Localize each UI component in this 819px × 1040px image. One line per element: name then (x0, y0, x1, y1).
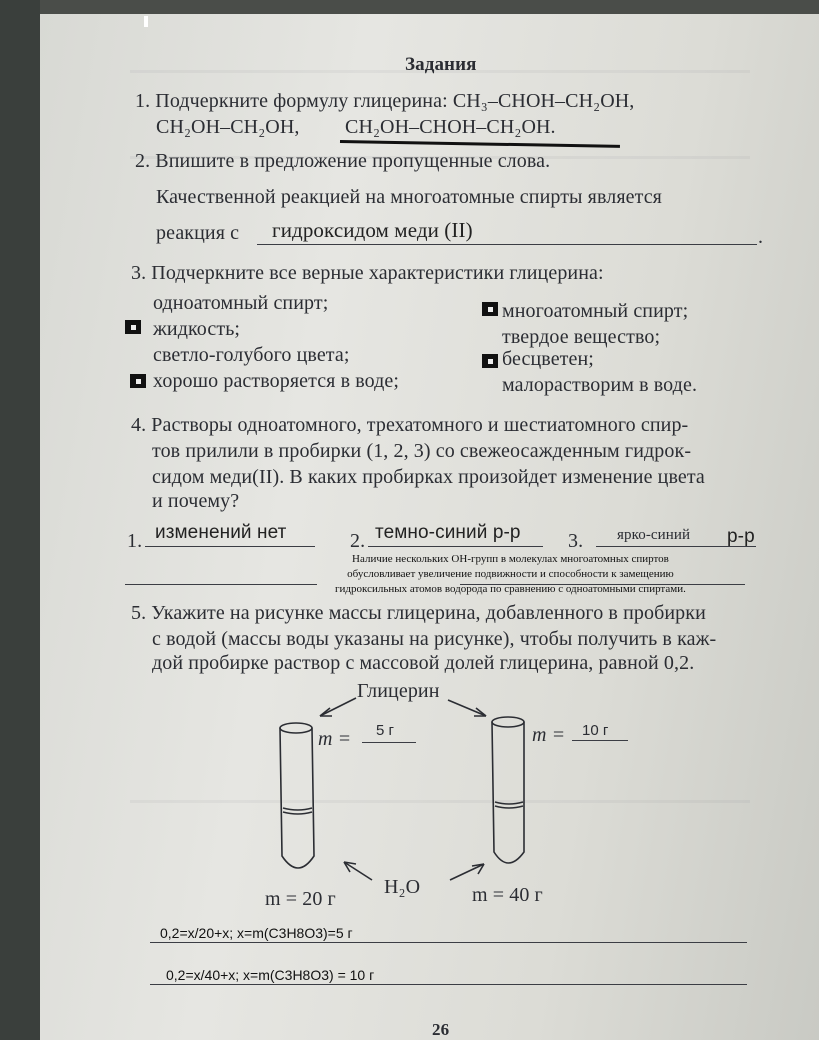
arrow-glycerin-right (448, 700, 486, 716)
task4-answer-3: ярко-синий (617, 527, 691, 543)
task4-explanation-line2: обусловливает увеличение подвижности и способности к замещению (347, 568, 674, 580)
calc-line-2: 0,2=x/40+x; x=m(C3H8O3) = 10 г (166, 967, 375, 983)
tube2-rim (492, 717, 524, 727)
calc-line-1: 0,2=x/20+x; x=m(C3H8O3)=5 г (160, 925, 353, 941)
page-number: 26 (432, 1020, 450, 1039)
task4-line1: 4. Растворы одноатомного, трехатомного и шестиатомного спир- (131, 414, 689, 436)
tube1-glycerin-mass: 5 г (376, 722, 394, 739)
task4-number-2: 2. (350, 530, 366, 552)
task2-prefix: реакция с (156, 222, 240, 244)
task4-line4: и почему? (152, 490, 240, 512)
tube2-body (492, 722, 524, 863)
tube1-body (280, 728, 314, 868)
task2-suffix: . (758, 226, 764, 248)
task3-title: 3. Подчеркните все верные характеристики глицерина: (131, 262, 604, 284)
task1-line2-a: CH₂OH–CH₂OH, (156, 116, 300, 138)
task4-explanation-line1: Наличие нескольких ОН-групп в молекулах многоатомных спиртов (352, 553, 669, 565)
calc-rule-2 (150, 984, 747, 985)
tube1-mass-line (362, 742, 416, 743)
task4-number-3: 3. (568, 530, 584, 552)
task3-option-soluble: хорошо растворяется в воде; (153, 370, 400, 392)
tube1-rim (280, 723, 312, 733)
tube1-water-mass: m = 20 г (265, 888, 336, 910)
task5-line1: 5. Укажите на рисунке массы глицерина, добавленного в пробирки (131, 602, 706, 624)
task2-line2: Качественной реакцией на многоатомные спирты является (156, 186, 662, 208)
task2-answer: гидроксидом меди (II) (272, 218, 473, 242)
tube1-liquid-line (283, 808, 312, 810)
task4-explanation-line3: гидроксильных атомов водорода по сравнению с одноатомными спиртами. (335, 583, 686, 595)
task3-option-polyatomic: многоатомный спирт; (502, 300, 689, 322)
tube2-glycerin-mass: 10 г (582, 722, 609, 739)
task4-answer-1: изменений нет (155, 522, 287, 543)
arrow-glycerin-left (320, 698, 356, 716)
task5-line3: дой пробирке раствор с массовой долей глицерина, равной 0,2. (152, 652, 695, 674)
task5-line2: с водой (массы воды указаны на рисунке), чтобы получить в каж- (152, 628, 717, 650)
task4-answer-3-suffix: р-р (727, 526, 755, 547)
task4-answer-2: темно-синий р-р (375, 522, 521, 543)
task1-line1: 1. Подчеркните формулу глицерина: CH₃–CHOH–CH₂OH, (135, 90, 635, 112)
tube2-liquid-line2 (495, 806, 523, 808)
glycerin-label: Глицерин (357, 680, 440, 702)
task4-line3: сидом меди(II). В каких пробирках произойдет изменение цвета (152, 466, 705, 488)
tube2-mass-label: m = (532, 724, 566, 746)
task2-line1: 2. Впишите в предложение пропущенные слова. (135, 150, 551, 172)
tube2-water-mass: m = 40 г (472, 884, 543, 906)
task3-option-solid: твердое вещество; (502, 326, 661, 348)
water-label: H₂O (384, 876, 421, 898)
tube2-mass-line (572, 740, 628, 741)
calc-rule-1 (150, 942, 747, 943)
task4-number-1: 1. (127, 530, 143, 552)
tube1-mass-label: m = (318, 728, 352, 750)
task4-line2: тов прилили в пробирки (1, 2, 3) со свежеосажденным гидрок- (152, 440, 692, 462)
task3-option-colorless: бесцветен; (502, 348, 594, 370)
task3-option-liquid: жидкость; (153, 318, 241, 340)
task3-option-monoatomic: одноатомный спирт; (153, 292, 329, 314)
arrow-water-left (344, 862, 372, 880)
tube2-liquid-line (495, 802, 523, 804)
task3-option-lightblue: светло-голубого цвета; (153, 344, 350, 366)
page-heading: Задания (405, 54, 477, 75)
task1-answer-formula: CH₂OH–CHOH–CH₂OH. (345, 116, 556, 138)
task3-option-low-soluble: малорастворим в воде. (502, 374, 698, 396)
tube1-liquid-line2 (283, 812, 312, 814)
